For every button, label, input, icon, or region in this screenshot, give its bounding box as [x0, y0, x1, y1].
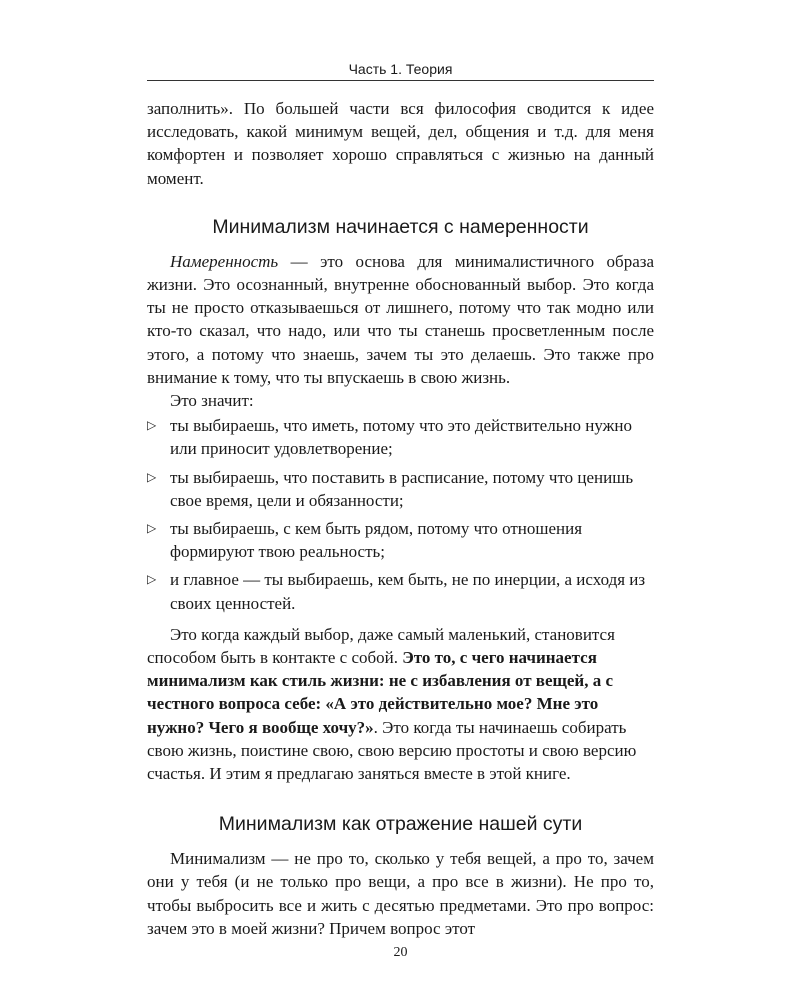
triangle-bullet-icon: ▷ — [147, 469, 157, 484]
header-rule — [147, 80, 654, 81]
list-item — [147, 414, 654, 460]
section-heading-intentionality: Минимализм начинается с намеренности — [212, 215, 589, 238]
page-body — [147, 97, 654, 940]
section-heading-essence: Минимализм как отражение нашей сути — [218, 813, 583, 836]
running-head: Часть 1. Теория — [348, 61, 453, 77]
list-item-text: ты выбираешь, что поставить в расписание, потому что ценишь свое время, цели и обязанности; — [170, 467, 634, 510]
list-item-text: ты выбираешь, что иметь, потому что это действительно нужно или приносит удовлетворение; — [170, 416, 633, 459]
paragraph-this-means: Это значит: — [170, 391, 254, 411]
choice-list — [147, 414, 654, 615]
paragraph-each-choice — [147, 623, 654, 785]
paragraph-minimalism-essence: Минимализм — не про то, сколько у тебя вещей, а про то, зачем они у тебя (и не только про вещи, а про все в жизни). Не про то, чтобы выбросить все и жить с десятью предметами. Это про вопрос: зачем это в моей жизни? Причем вопрос этот — [147, 849, 654, 938]
paragraph-intentionality-text: — это основа для минималистичного образа жизни. Это осознанный, внутренне обоснованный выбор. Это когда ты не просто отказываешься от лишнего, потому что так модно или кто-то сказал, что надо, или что ты станешь просветленным после этого, а потому что знаешь, зачем ты это делаешь. Это также про внимание к тому, что ты впускаешь в свою жизнь. — [147, 251, 654, 387]
list-item — [147, 517, 654, 563]
triangle-bullet-icon: ▷ — [147, 572, 157, 587]
paragraph-each-choice-bold: Это то, с чего начинается минимализм как стиль жизни: не с избавления от вещей, а с честного вопроса себе: «А это действительно мое? Мне это нужно? Чего я вообще хочу?» — [147, 648, 614, 737]
paragraph-each-choice-end: . Это когда ты начинаешь собирать свою жизнь, поистине свою, свою версию простоты и свою версию счастья. И этим я предлагаю заняться вместе в этой книге. — [147, 717, 637, 784]
list-item-text: и главное — ты выбираешь, кем быть, не по инерции, а исходя из своих ценностей. — [170, 570, 646, 613]
triangle-bullet-icon: ▷ — [147, 521, 157, 536]
list-item — [147, 466, 654, 512]
list-item — [147, 568, 654, 614]
paragraph-each-choice-start: Это когда каждый выбор, даже самый маленький, становится способом быть в контакте с собой. — [147, 624, 615, 668]
list-item-text: ты выбираешь, с кем быть рядом, потому что отношения формируют твою реальность; — [170, 519, 583, 562]
paragraph-intentionality — [147, 250, 654, 389]
term-intentionality: Намеренность — [170, 251, 279, 271]
triangle-bullet-icon: ▷ — [147, 418, 157, 433]
page-number: 20 — [393, 945, 408, 960]
intro-paragraph: заполнить». По большей части вся философия сводится к идее исследовать, какой минимум вещей, дел, общения и т.д. для меня комфортен и позволяет хорошо справляться с жизнью на данный момент. — [147, 99, 654, 188]
